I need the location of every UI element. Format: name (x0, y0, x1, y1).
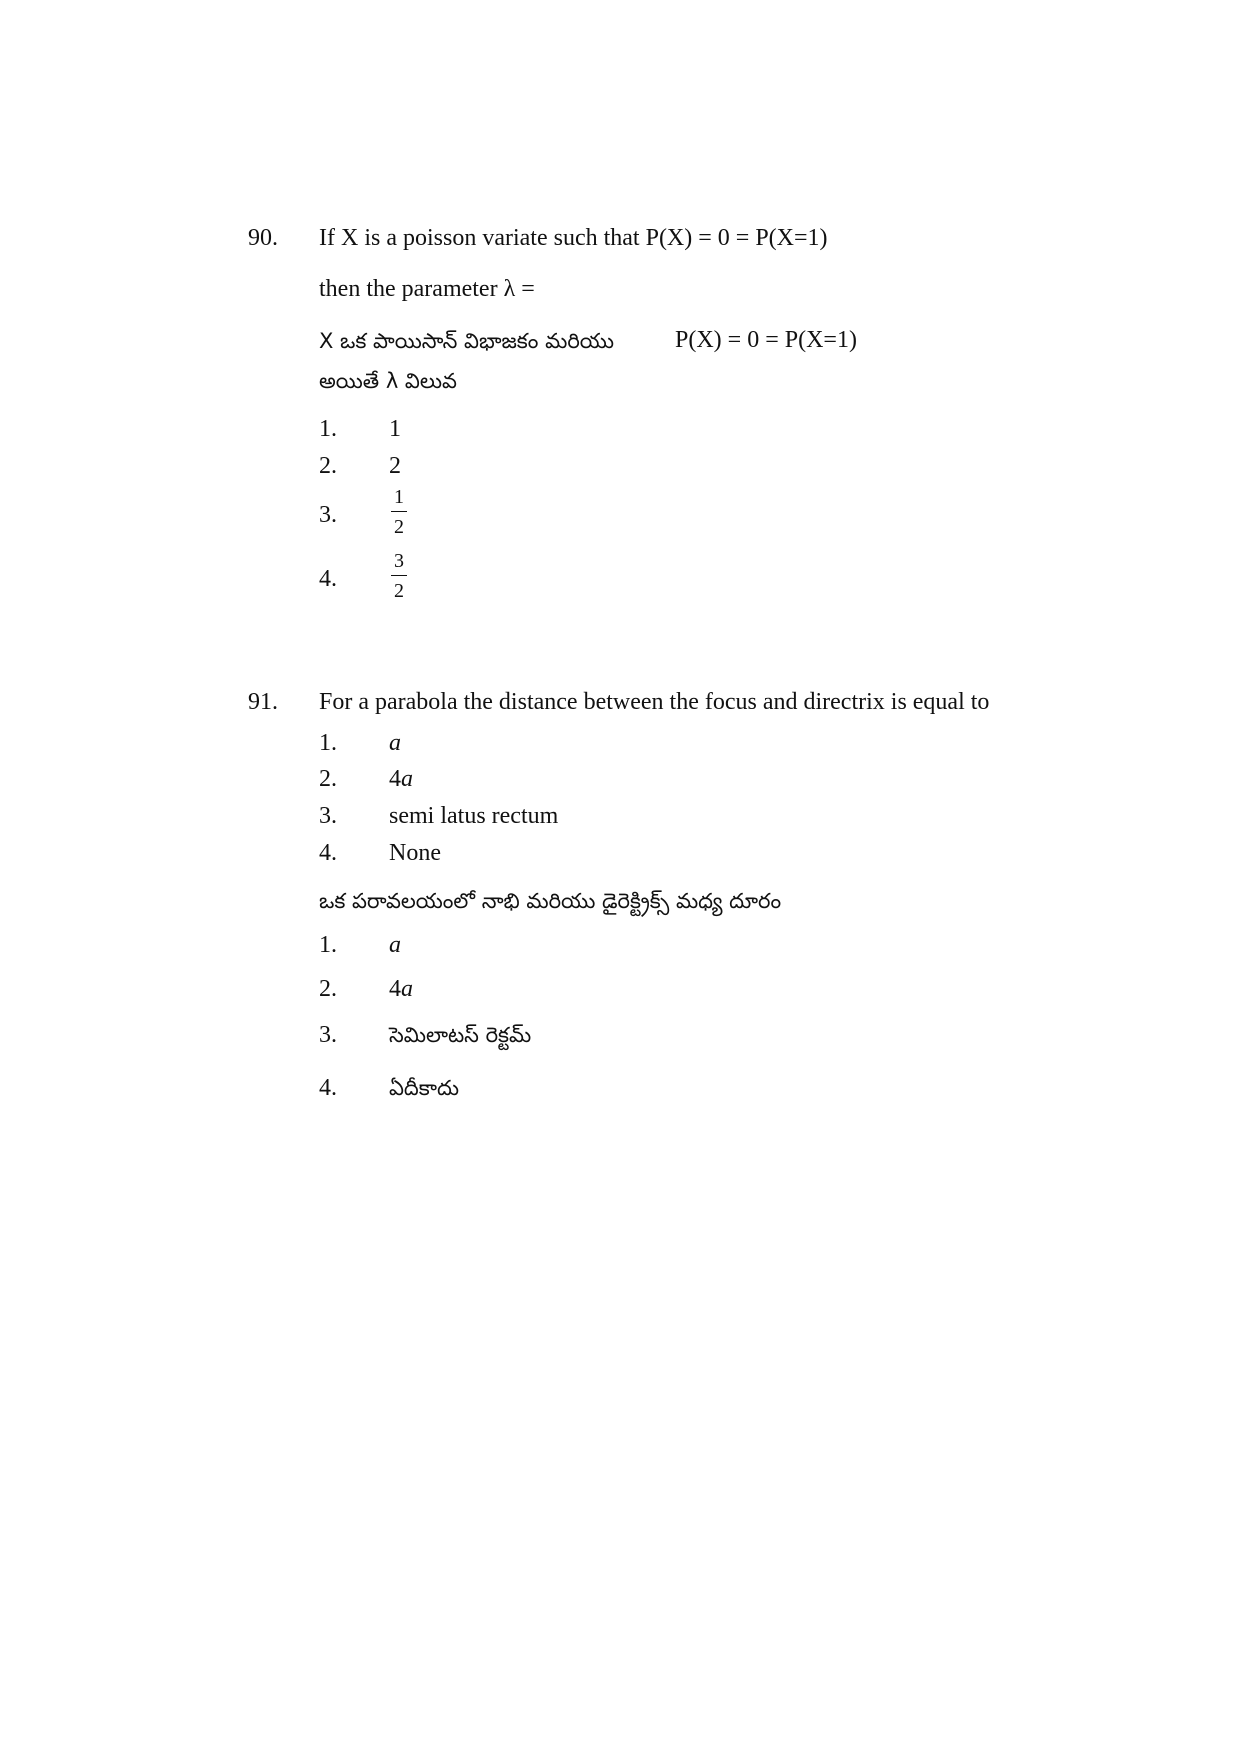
option-value-variable: a (401, 766, 413, 792)
option-value (389, 764, 413, 794)
option-value-variable: a (401, 976, 413, 1002)
fraction-bar (391, 575, 407, 576)
option-number: 2. (319, 766, 337, 792)
question-number: 90. (248, 225, 278, 251)
option-number: 1. (319, 932, 337, 958)
option-value: సెమిలాటస్ రెక్టమ్ (389, 1023, 532, 1047)
option-number: 3. (319, 803, 337, 829)
option-number: 1. (319, 730, 337, 756)
fraction-denominator: 2 (394, 516, 404, 538)
option-value: a (389, 932, 401, 958)
question-text-english: If X is a poisson variate such that P(X) = 0 = P(X=1) (319, 225, 828, 251)
option-number: 3. (319, 1022, 337, 1048)
option-value: None (389, 840, 441, 866)
question-number: 91. (248, 689, 278, 715)
question-text-telugu: X ఒక పాయిసాన్ విభాజకం మరియు (319, 329, 615, 353)
option-number: 2. (319, 453, 337, 479)
question-text-english: For a parabola the distance between the focus and directrix is equal to (319, 689, 990, 715)
option-number: 4. (319, 566, 337, 592)
option-fraction (391, 550, 407, 602)
fraction-bar (391, 511, 407, 512)
option-value-coefficient: 4 (389, 976, 401, 1002)
question-text-telugu-math: P(X) = 0 = P(X=1) (675, 327, 857, 353)
option-number: 4. (319, 1075, 337, 1101)
option-number: 2. (319, 976, 337, 1002)
option-number: 1. (319, 416, 337, 442)
option-value-coefficient: 4 (389, 766, 401, 792)
option-number: 3. (319, 502, 337, 528)
option-value: a (389, 730, 401, 756)
fraction-numerator: 1 (394, 486, 404, 508)
question-text-english-continued: then the parameter λ = (319, 276, 535, 302)
option-value: 2 (389, 453, 401, 479)
option-number: 4. (319, 840, 337, 866)
question-text-telugu-continued: అయితే λ విలువ (319, 369, 457, 393)
option-value: semi latus rectum (389, 803, 559, 829)
question-text-telugu: ఒక పరావలయంలో నాభి మరియు డైరెక్ట్రిక్స్ మధ్య దూరం (319, 889, 782, 913)
option-fraction (391, 486, 407, 538)
option-value: 1 (389, 416, 401, 442)
fraction-numerator: 3 (394, 550, 404, 572)
fraction-denominator: 2 (394, 580, 404, 602)
option-value: ఏదీకాదు (389, 1076, 460, 1100)
option-value (389, 974, 413, 1004)
